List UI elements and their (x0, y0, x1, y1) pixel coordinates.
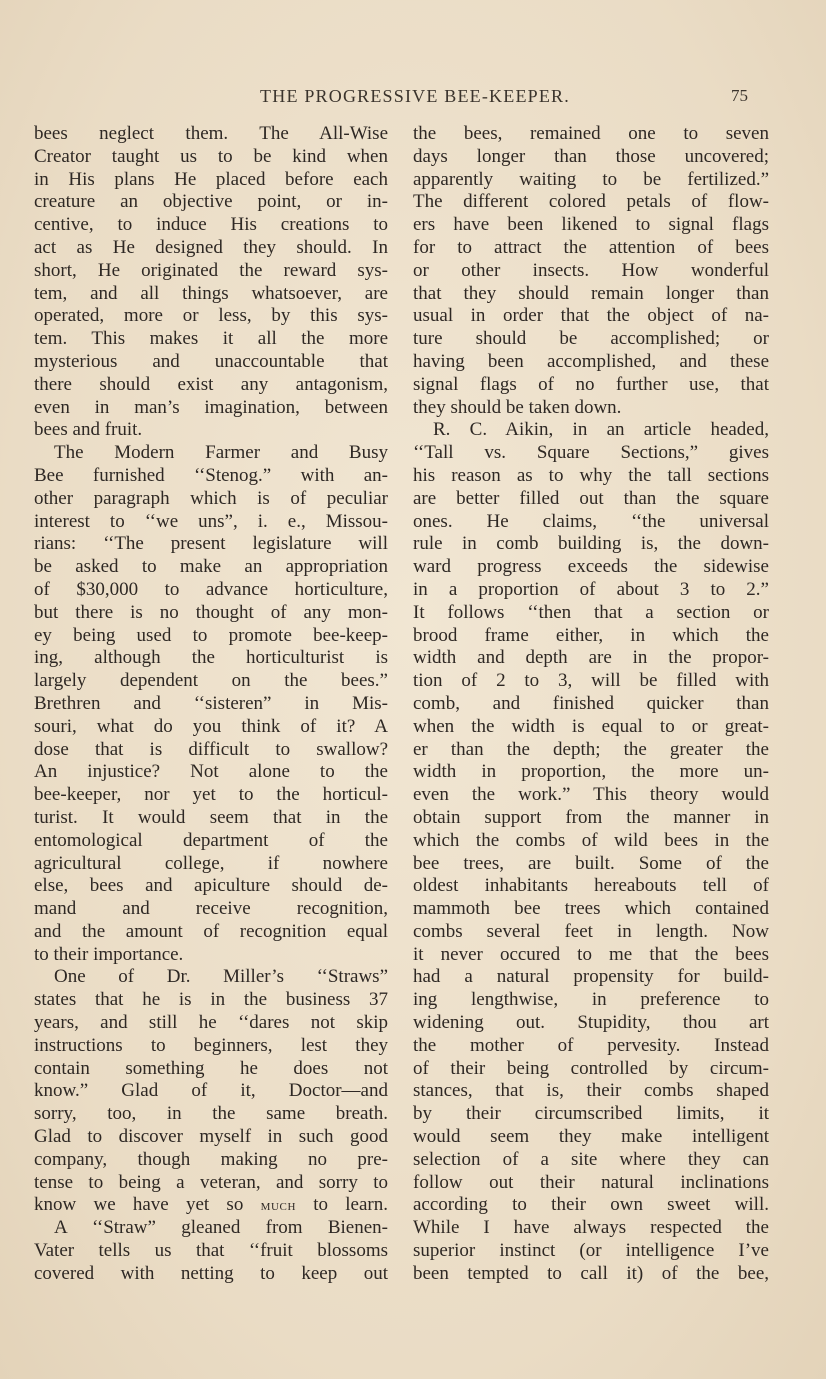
text-line: it never occured to me that the bees (413, 943, 769, 965)
text-line: tem. This makes it all the more (34, 328, 388, 350)
text-line: having been accomplished, and these (413, 350, 769, 372)
small-caps-word: much (260, 1198, 296, 1215)
text-line: in His plans He placed before each (34, 168, 388, 190)
running-head: THE PROGRESSIVE BEE-KEEPER. (260, 86, 570, 106)
text-line: It follows ‘‘then that a section or (413, 601, 769, 623)
text-line: contain something he does not (34, 1057, 388, 1079)
text-line: Glad to discover myself in such good (34, 1126, 388, 1148)
text-line: follow out their natural inclinations (413, 1171, 769, 1193)
text-line: according to their own sweet will. (413, 1194, 769, 1216)
text-line: width in proportion, the more un- (413, 761, 769, 783)
right-column (413, 123, 769, 1286)
text-line: to their importance. (34, 943, 184, 965)
text-line: by their circumscribed limits, it (413, 1103, 769, 1125)
text-line: of their being controlled by circum- (413, 1057, 769, 1079)
text-line: short, He originated the reward sys- (34, 259, 388, 281)
text-line: centive, to induce His creations to (34, 214, 388, 236)
text-line: creature an objective point, or in- (34, 191, 388, 213)
text-line: ture should be accomplished; or (413, 328, 769, 350)
text-line: sorry, too, in the same breath. (34, 1103, 388, 1125)
text-line: selection of a site where they can (413, 1148, 769, 1170)
page-number: 75 (731, 86, 748, 105)
text-line: other paragraph which is of peculiar (34, 487, 388, 509)
text-line: ‘‘Tall vs. Square Sections,” gives (413, 442, 769, 464)
text-line: widening out. Stupidity, thou art (413, 1012, 769, 1034)
text-line: or other insects. How wonderful (413, 259, 769, 281)
text-line: turist. It would seem that in the (34, 806, 388, 828)
text-line: The Modern Farmer and Busy (54, 442, 388, 464)
text-line: While I have always respected the (413, 1217, 769, 1239)
text-line: combs several feet in length. Now (413, 920, 769, 942)
text-line: there should exist any antagonism, (34, 373, 388, 395)
text-line: mand and receive recognition, (34, 898, 388, 920)
text-line: usual in order that the object of na- (413, 305, 769, 327)
text-line: they should be taken down. (413, 396, 622, 418)
text-line: bees and fruit. (34, 419, 143, 441)
text-line: width and depth are in the propor- (413, 647, 769, 669)
text-line: and the amount of recognition equal (34, 920, 388, 942)
text-line: would seem they make intelligent (413, 1126, 769, 1148)
text-line: ing, although the horticulturist is (34, 647, 388, 669)
text-line: tion of 2 to 3, will be filled with (413, 670, 769, 692)
text-line: the bees, remained one to seven (413, 123, 769, 144)
text-line: superior instinct (or intelligence I’ve (413, 1240, 769, 1262)
text-line: in a proportion of about 3 to 2.” (413, 578, 769, 600)
text-line: years, and still he ‘‘dares not skip (34, 1012, 388, 1034)
text-line: tense to being a veteran, and sorry to (34, 1171, 388, 1193)
text-line: agricultural college, if nowhere (34, 852, 388, 874)
text-line: know.” Glad of it, Doctor—and (34, 1080, 388, 1102)
text-line: of $30,000 to advance horticulture, (34, 578, 388, 600)
text-line: er than the depth; the greater the (413, 738, 769, 760)
text-line: are better filled out than the square (413, 487, 769, 509)
text-line: ward progress exceeds the sidewise (413, 556, 769, 578)
text-line: rians: ‘‘The present legislature will (34, 533, 388, 555)
text-line: entomological department of the (34, 829, 388, 851)
text-line: brood frame either, in which the (413, 624, 769, 646)
text-line: ey being used to promote bee-keep- (34, 624, 388, 646)
text-line: states that he is in the business 37 (34, 989, 388, 1011)
text-line: rule in comb building is, the down- (413, 533, 769, 555)
text-line: Vater tells us that ‘‘fruit blossoms (34, 1240, 388, 1262)
text-line: instructions to beginners, lest they (34, 1034, 388, 1056)
text-line: apparently waiting to be fertilized.” (413, 168, 769, 190)
page-header (30, 86, 800, 110)
text-line: oldest inhabitants hereabouts tell of (413, 875, 769, 897)
text-line: his reason as to why the tall sections (413, 464, 769, 486)
text-line: even in man’s imagination, between (34, 396, 388, 418)
text-line: A ‘‘Straw” gleaned from Bienen- (54, 1217, 388, 1239)
text-line: the mother of pervesity. Instead (413, 1034, 769, 1056)
text-line: largely dependent on the bees.” (34, 670, 388, 692)
text-line: ers have been likened to signal flags (413, 214, 769, 236)
text-line: obtain support from the manner in (413, 806, 769, 828)
text-line: Creator taught us to be kind when (34, 145, 388, 167)
text-line: ing lengthwise, in preference to (413, 989, 769, 1011)
text-line: stances, that is, their combs shaped (413, 1080, 769, 1102)
text-line: An injustice? Not alone to the (34, 761, 388, 783)
text-line: else, bees and apiculture should de- (34, 875, 388, 897)
text-line: Bee furnished ‘‘Stenog.” with an- (34, 464, 388, 486)
text-line: interest to ‘‘we uns”, i. e., Missou- (34, 510, 388, 532)
text-line: know we have yet so much to learn. (34, 1194, 388, 1216)
text-line: days longer than those uncovered; (413, 145, 769, 167)
text-line: that they should remain longer than (413, 282, 769, 304)
text-line: souri, what do you think of it? A (34, 715, 388, 737)
text-line: bee trees, are built. Some of the (413, 852, 769, 874)
text-line: when the width is equal to or great- (413, 715, 769, 737)
text-line: tem, and all things whatsoever, are (34, 282, 388, 304)
text-line: Brethren and ‘‘sisteren” in Mis- (34, 692, 388, 714)
text-line: but there is no thought of any mon- (34, 601, 388, 623)
text-line: operated, more or less, by this sys- (34, 305, 388, 327)
text-line: dose that is difficult to swallow? (34, 738, 388, 760)
text-line: comb, and finished quicker than (413, 692, 769, 714)
text-line: The different colored petals of flow- (413, 191, 769, 213)
text-line: signal flags of no further use, that (413, 373, 769, 395)
text-line: bee-keeper, nor yet to the horticul- (34, 784, 388, 806)
text-line: R. C. Aikin, in an article headed, (433, 419, 769, 441)
text-line: for to attract the attention of bees (413, 236, 769, 258)
text-line: been tempted to call it) of the bee, (413, 1262, 769, 1284)
text-line: be asked to make an appropriation (34, 556, 388, 578)
text-line: mammoth bee trees which contained (413, 898, 769, 920)
text-line: bees neglect them. The All-Wise (34, 123, 388, 144)
text-line: mysterious and unaccountable that (34, 350, 388, 372)
text-line: had a natural propensity for build- (413, 966, 769, 988)
text-line: One of Dr. Miller’s ‘‘Straws” (54, 966, 388, 988)
text-line: even the work.” This theory would (413, 784, 769, 806)
text-line: ones. He claims, ‘‘the universal (413, 510, 769, 532)
text-line: company, though making no pre- (34, 1148, 388, 1170)
text-line: covered with netting to keep out (34, 1262, 388, 1284)
text-line: act as He designed they should. In (34, 236, 388, 258)
left-column (34, 123, 388, 1286)
text-line: which the combs of wild bees in the (413, 829, 769, 851)
